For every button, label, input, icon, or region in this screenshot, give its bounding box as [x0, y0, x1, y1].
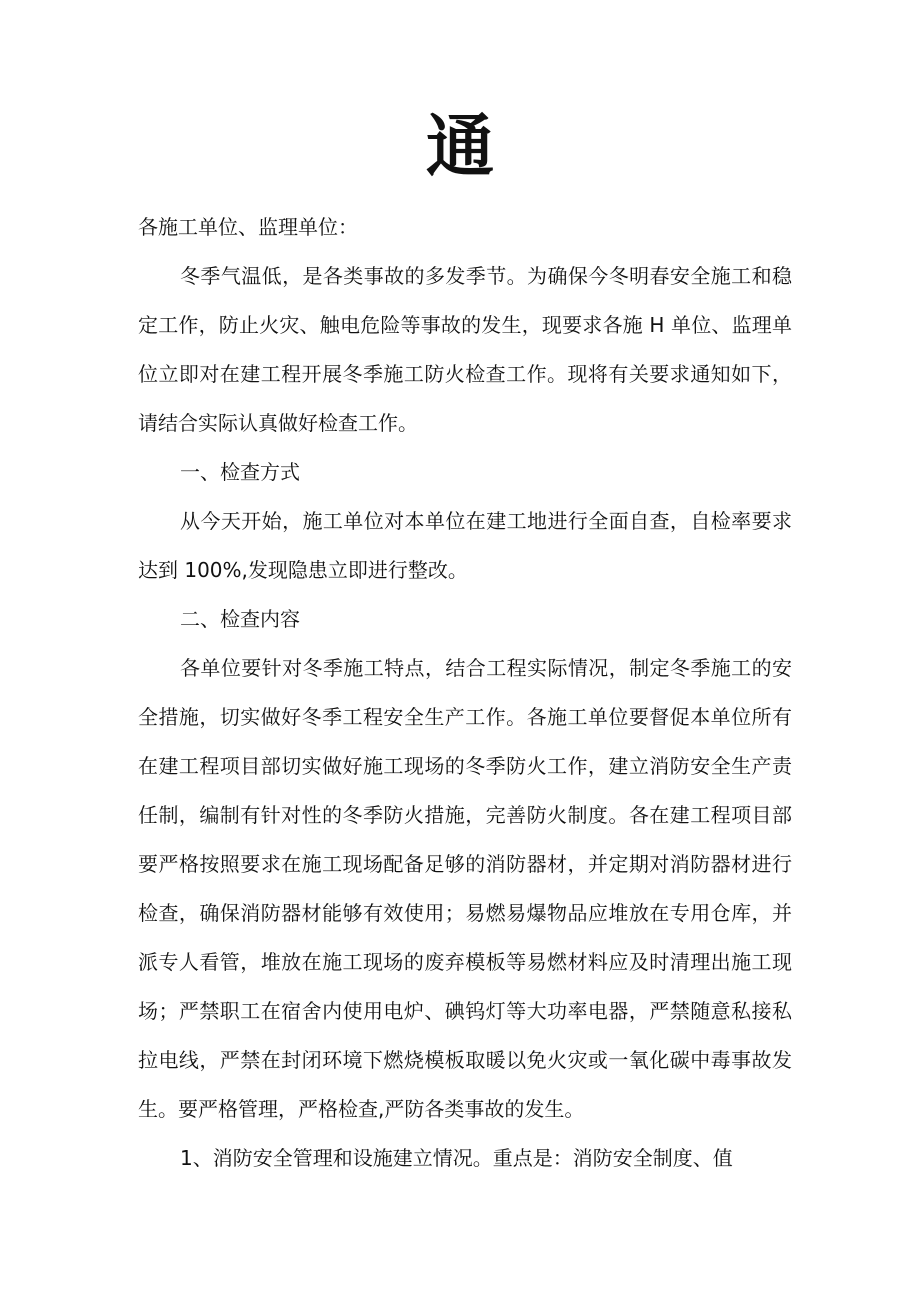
paragraph-line: 检查，确保消防器材能够有效使用；易燃易爆物品应堆放在专用仓库，并	[138, 901, 792, 925]
paragraph-line: 各单位要针对冬季施工特点，结合工程实际情况，制定冬季施工的安	[180, 656, 792, 680]
paragraph-line: 场；严禁职工在宿舍内使用电炉、碘钨灯等大功率电器，严禁随意私接私	[138, 999, 792, 1023]
paragraph-line: 从今天开始，施工单位对本单位在建工地进行全面自查，自检率要求	[180, 509, 792, 533]
paragraph-line: 请结合实际认真做好检查工作。	[138, 411, 418, 435]
paragraph-line: 派专人看管，堆放在施工现场的废弃模板等易燃材料应及时清理出施工现	[138, 950, 792, 974]
paragraph-line: 生。要严格管理，严格检查,严防各类事故的发生。	[138, 1097, 585, 1121]
paragraph-line: 任制，编制有针对性的冬季防火措施，完善防火制度。各在建工程项目部	[138, 803, 792, 827]
section-heading-content: 二、检查内容	[180, 607, 300, 631]
document-title: 通	[425, 108, 494, 187]
paragraph-line: 在建工程项目部切实做好施工现场的冬季防火工作，建立消防安全生产责	[138, 754, 792, 778]
paragraph-line: 冬季气温低，是各类事故的多发季节。为确保今冬明春安全施工和稳	[180, 264, 792, 288]
section-heading-method: 一、检查方式	[180, 460, 300, 484]
paragraph-line: 位立即对在建工程开展冬季施工防火检查工作。现将有关要求通知如下，	[138, 362, 792, 386]
paragraph-line: 拉电线，严禁在封闭环境下燃烧模板取暖以免火灾或一氧化碳中毒事故发	[138, 1048, 792, 1072]
paragraph-line: 达到 100%,发现隐患立即进行整改。	[138, 558, 468, 582]
list-item: 1、消防安全管理和设施建立情况。重点是：消防安全制度、值	[180, 1146, 733, 1170]
salutation: 各施工单位、监理单位：	[138, 215, 358, 239]
paragraph-line: 要严格按照要求在施工现场配备足够的消防器材，并定期对消防器材进行	[138, 852, 792, 876]
paragraph-line: 全措施，切实做好冬季工程安全生产工作。各施工单位要督促本单位所有	[138, 705, 792, 729]
paragraph-line: 定工作，防止火灾、触电危险等事故的发生，现要求各施 H 单位、监理单	[138, 313, 792, 337]
